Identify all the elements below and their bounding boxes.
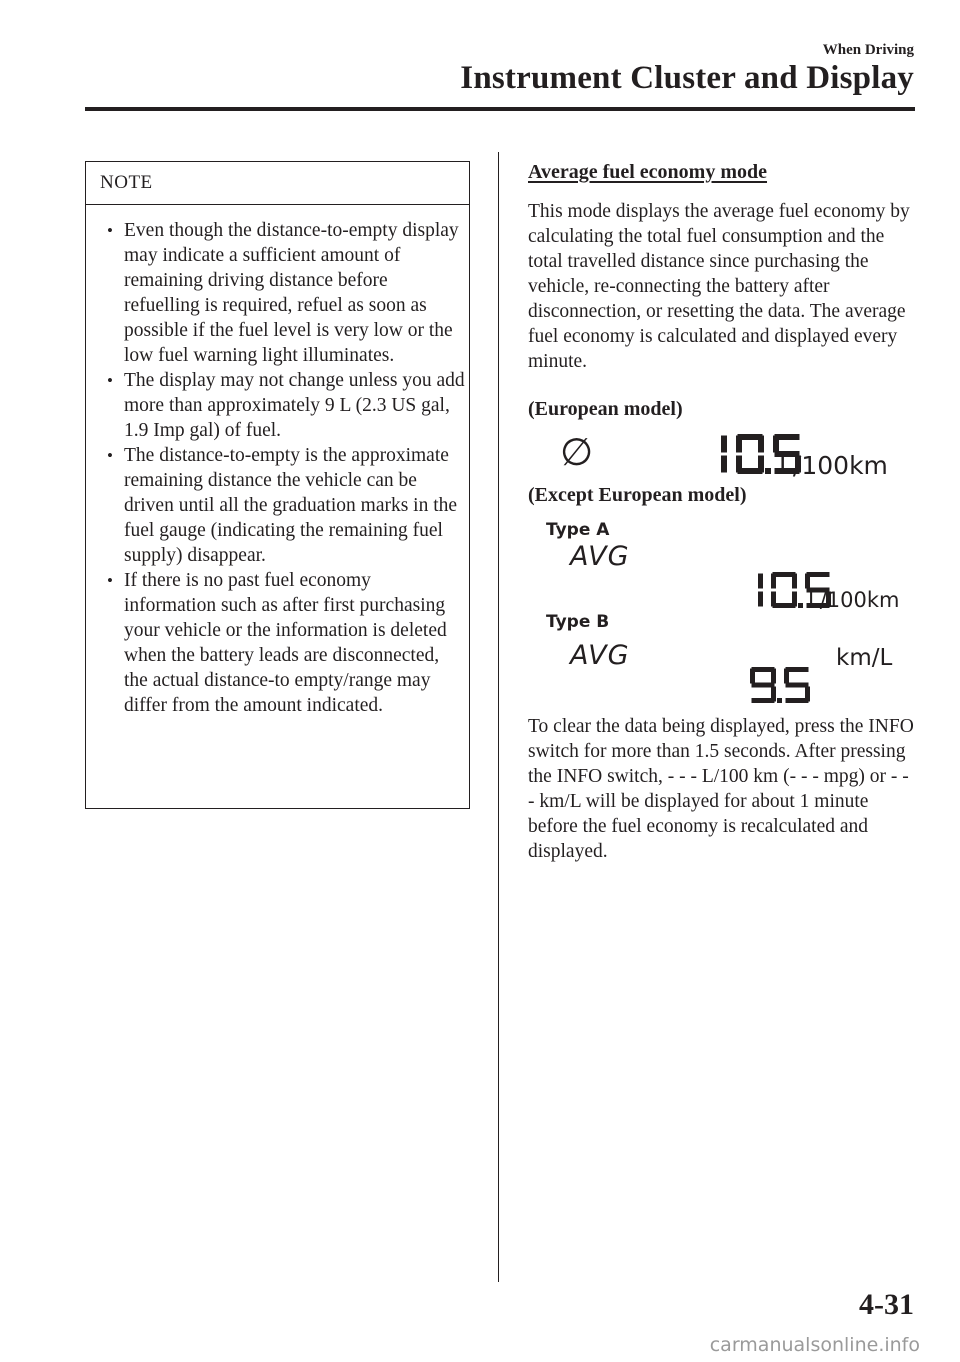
digit-segment bbox=[792, 574, 797, 589]
decimal-point bbox=[777, 698, 782, 703]
type-a-seg-digits bbox=[737, 572, 805, 610]
digit-segment bbox=[736, 436, 742, 453]
digit-segment bbox=[786, 683, 809, 688]
type-b-seg-digits bbox=[750, 667, 810, 705]
digit-segment bbox=[805, 574, 810, 589]
type-a-avg: AVG bbox=[570, 541, 630, 572]
note-title: NOTE bbox=[100, 172, 153, 193]
digit-segment bbox=[758, 592, 763, 607]
digit-segment bbox=[771, 669, 776, 684]
section-label: When Driving bbox=[822, 42, 914, 58]
average-symbol: ∅ bbox=[560, 430, 594, 474]
decimal-point bbox=[765, 468, 771, 474]
note-item: • The display may not change unless you add more than approximately 9 L (2.3 US gal, 1.9 Imp gal) of fuel. bbox=[107, 370, 465, 441]
european-model-label: (European model) bbox=[528, 398, 683, 420]
digit-segment bbox=[773, 436, 779, 453]
digit-segment bbox=[771, 592, 776, 607]
bullet-icon: • bbox=[107, 446, 113, 465]
digit-segment bbox=[784, 669, 789, 684]
type-a-unit: L/100km bbox=[808, 588, 900, 612]
page-title: Instrument Cluster and Display bbox=[460, 60, 914, 96]
digit-segment bbox=[758, 436, 764, 453]
digit-segment bbox=[771, 574, 776, 589]
bullet-icon: • bbox=[107, 221, 113, 240]
digit-segment bbox=[752, 698, 775, 703]
bullet-icon: • bbox=[107, 571, 113, 590]
decimal-point bbox=[798, 603, 803, 608]
digit-segment bbox=[736, 456, 742, 473]
column-divider bbox=[498, 152, 499, 1282]
type-b-avg: AVG bbox=[570, 640, 630, 671]
digit-segment bbox=[758, 574, 763, 589]
clear-paragraph: To clear the data being displayed, press the INFO switch for more than 1.5 seconds. After pressing the INFO switch, - - - L/100 km (- - - mpg) or - - - km/L will be displayed for about 1 minute before the fuel economy is recalculated and displayed. bbox=[528, 716, 914, 862]
except-european-model-label: (Except European model) bbox=[528, 484, 747, 506]
note-box bbox=[85, 161, 470, 809]
digit-segment bbox=[786, 698, 809, 703]
watermark: carmanualsonline.info bbox=[709, 1334, 920, 1356]
digit-segment bbox=[750, 669, 755, 684]
type-b-unit: km/L bbox=[836, 645, 893, 671]
header-rule bbox=[85, 107, 915, 111]
bullet-icon: • bbox=[107, 371, 113, 390]
european-seg-digits bbox=[699, 434, 773, 476]
digit-segment bbox=[721, 456, 727, 473]
digit-segment bbox=[752, 683, 775, 688]
note-list bbox=[86, 218, 469, 718]
european-unit: L/100km bbox=[779, 451, 888, 480]
note-item: • Even though the distance-to-empty display may indicate a sufficient amount of remaining driving distance before refuelling is required, refuel as soon as possible if the fuel level is very low or the low fuel warning light illuminates. bbox=[107, 220, 459, 366]
type-a-label: Type A bbox=[546, 520, 610, 540]
page-number: 4-31 bbox=[859, 1288, 914, 1321]
section-heading: Average fuel economy mode bbox=[528, 161, 768, 183]
digit-segment bbox=[721, 436, 727, 453]
note-separator bbox=[86, 204, 469, 205]
intro-paragraph: This mode displays the average fuel economy by calculating the total fuel consumption and the total travelled distance since purchasing the vehicle, re-connecting the battery after disconnection, or resetting the data. The average fuel economy is calculated and displayed every minute. bbox=[528, 201, 910, 372]
note-item: • If there is no past fuel economy information such as after first purchasing your vehicle or the information is deleted when the battery leads are disconnected, the actual distance-to empty/range may differ from the amount indicated. bbox=[107, 570, 447, 716]
note-item: • The distance-to-empty is the approximate remaining distance the vehicle can be driven until all the graduation marks in the fuel gauge (indicating the remaining fuel supply) disappear. bbox=[107, 445, 458, 566]
type-b-label: Type B bbox=[546, 612, 610, 632]
